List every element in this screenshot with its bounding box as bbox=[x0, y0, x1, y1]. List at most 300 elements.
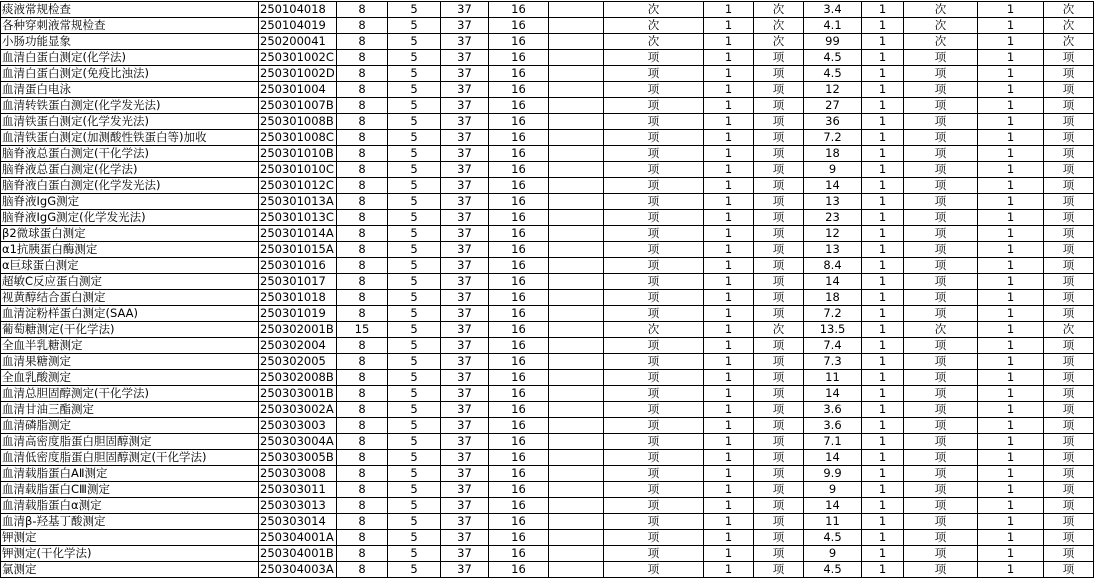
quantity-cell[interactable]: 1 bbox=[978, 306, 1044, 322]
quantity-cell[interactable]: 1 bbox=[704, 274, 754, 290]
quantity-cell[interactable]: 1 bbox=[862, 34, 904, 50]
quantity-cell[interactable]: 1 bbox=[704, 386, 754, 402]
item-code-cell[interactable]: 250302004 bbox=[259, 338, 337, 354]
unit-cell[interactable]: 项 bbox=[1044, 50, 1094, 66]
item-name-cell[interactable]: 血清转铁蛋白测定(化学发光法) bbox=[1, 98, 259, 114]
cell-value[interactable]: 16 bbox=[489, 482, 549, 498]
unit-cell[interactable]: 项 bbox=[604, 354, 704, 370]
quantity-cell[interactable]: 1 bbox=[704, 162, 754, 178]
item-code-cell[interactable]: 250303005B bbox=[259, 450, 337, 466]
cell-value[interactable]: 16 bbox=[489, 258, 549, 274]
price-cell[interactable]: 23 bbox=[804, 210, 862, 226]
item-code-cell[interactable]: 250303002A bbox=[259, 402, 337, 418]
unit-cell[interactable]: 项 bbox=[754, 562, 804, 578]
cell-value[interactable]: 5 bbox=[388, 274, 441, 290]
unit-cell[interactable]: 项 bbox=[904, 338, 978, 354]
unit-cell[interactable]: 项 bbox=[754, 114, 804, 130]
item-code-cell[interactable]: 250301018 bbox=[259, 290, 337, 306]
unit-cell[interactable]: 项 bbox=[604, 530, 704, 546]
price-cell[interactable]: 14 bbox=[804, 498, 862, 514]
item-name-cell[interactable]: 氯测定 bbox=[1, 562, 259, 578]
cell-value[interactable]: 5 bbox=[388, 18, 441, 34]
cell-value[interactable]: 37 bbox=[441, 498, 489, 514]
item-name-cell[interactable]: 全血乳酸测定 bbox=[1, 370, 259, 386]
empty-cell[interactable] bbox=[549, 546, 604, 562]
unit-cell[interactable]: 项 bbox=[1044, 98, 1094, 114]
empty-cell[interactable] bbox=[549, 226, 604, 242]
item-name-cell[interactable]: 血清载脂蛋白AⅡ测定 bbox=[1, 466, 259, 482]
cell-value[interactable]: 16 bbox=[489, 242, 549, 258]
unit-cell[interactable]: 项 bbox=[904, 370, 978, 386]
unit-cell[interactable]: 项 bbox=[604, 386, 704, 402]
cell-value[interactable]: 16 bbox=[489, 530, 549, 546]
cell-value[interactable]: 8 bbox=[337, 482, 388, 498]
unit-cell[interactable]: 次 bbox=[754, 18, 804, 34]
item-code-cell[interactable]: 250302005 bbox=[259, 354, 337, 370]
unit-cell[interactable]: 项 bbox=[604, 66, 704, 82]
unit-cell[interactable]: 项 bbox=[904, 530, 978, 546]
unit-cell[interactable]: 项 bbox=[754, 370, 804, 386]
empty-cell[interactable] bbox=[549, 434, 604, 450]
cell-value[interactable]: 5 bbox=[388, 290, 441, 306]
quantity-cell[interactable]: 1 bbox=[862, 2, 904, 18]
unit-cell[interactable]: 项 bbox=[1044, 498, 1094, 514]
unit-cell[interactable]: 项 bbox=[904, 466, 978, 482]
unit-cell[interactable]: 项 bbox=[904, 450, 978, 466]
price-cell[interactable]: 13.5 bbox=[804, 322, 862, 338]
price-cell[interactable]: 7.2 bbox=[804, 130, 862, 146]
quantity-cell[interactable]: 1 bbox=[862, 130, 904, 146]
quantity-cell[interactable]: 1 bbox=[862, 226, 904, 242]
item-code-cell[interactable]: 250301008C bbox=[259, 130, 337, 146]
cell-value[interactable]: 8 bbox=[337, 130, 388, 146]
quantity-cell[interactable]: 1 bbox=[862, 178, 904, 194]
empty-cell[interactable] bbox=[549, 82, 604, 98]
item-code-cell[interactable]: 250301015A bbox=[259, 242, 337, 258]
cell-value[interactable]: 5 bbox=[388, 354, 441, 370]
unit-cell[interactable]: 项 bbox=[754, 82, 804, 98]
quantity-cell[interactable]: 1 bbox=[978, 498, 1044, 514]
cell-value[interactable]: 5 bbox=[388, 482, 441, 498]
empty-cell[interactable] bbox=[549, 66, 604, 82]
unit-cell[interactable]: 项 bbox=[1044, 82, 1094, 98]
item-code-cell[interactable]: 250303014 bbox=[259, 514, 337, 530]
cell-value[interactable]: 16 bbox=[489, 434, 549, 450]
quantity-cell[interactable]: 1 bbox=[704, 370, 754, 386]
cell-value[interactable]: 37 bbox=[441, 402, 489, 418]
unit-cell[interactable]: 项 bbox=[1044, 354, 1094, 370]
item-code-cell[interactable]: 250200041 bbox=[259, 34, 337, 50]
unit-cell[interactable]: 次 bbox=[604, 18, 704, 34]
quantity-cell[interactable]: 1 bbox=[862, 466, 904, 482]
unit-cell[interactable]: 项 bbox=[604, 306, 704, 322]
empty-cell[interactable] bbox=[549, 562, 604, 578]
unit-cell[interactable]: 项 bbox=[1044, 146, 1094, 162]
empty-cell[interactable] bbox=[549, 114, 604, 130]
item-name-cell[interactable]: 血清低密度脂蛋白胆固醇测定(干化学法) bbox=[1, 450, 259, 466]
quantity-cell[interactable]: 1 bbox=[978, 194, 1044, 210]
quantity-cell[interactable]: 1 bbox=[862, 418, 904, 434]
quantity-cell[interactable]: 1 bbox=[978, 2, 1044, 18]
unit-cell[interactable]: 项 bbox=[1044, 306, 1094, 322]
unit-cell[interactable]: 项 bbox=[754, 418, 804, 434]
quantity-cell[interactable]: 1 bbox=[978, 546, 1044, 562]
item-code-cell[interactable]: 250302008B bbox=[259, 370, 337, 386]
quantity-cell[interactable]: 1 bbox=[862, 562, 904, 578]
cell-value[interactable]: 16 bbox=[489, 162, 549, 178]
empty-cell[interactable] bbox=[549, 370, 604, 386]
item-code-cell[interactable]: 250303003 bbox=[259, 418, 337, 434]
unit-cell[interactable]: 项 bbox=[754, 498, 804, 514]
item-code-cell[interactable]: 250301013C bbox=[259, 210, 337, 226]
item-code-cell[interactable]: 250301010C bbox=[259, 162, 337, 178]
cell-value[interactable]: 16 bbox=[489, 226, 549, 242]
unit-cell[interactable]: 次 bbox=[904, 322, 978, 338]
quantity-cell[interactable]: 1 bbox=[704, 434, 754, 450]
cell-value[interactable]: 8 bbox=[337, 82, 388, 98]
cell-value[interactable]: 37 bbox=[441, 162, 489, 178]
unit-cell[interactable]: 项 bbox=[904, 130, 978, 146]
quantity-cell[interactable]: 1 bbox=[704, 34, 754, 50]
unit-cell[interactable]: 项 bbox=[1044, 258, 1094, 274]
unit-cell[interactable]: 项 bbox=[604, 114, 704, 130]
empty-cell[interactable] bbox=[549, 2, 604, 18]
item-code-cell[interactable]: 250301016 bbox=[259, 258, 337, 274]
unit-cell[interactable]: 项 bbox=[1044, 514, 1094, 530]
cell-value[interactable]: 37 bbox=[441, 386, 489, 402]
cell-value[interactable]: 8 bbox=[337, 466, 388, 482]
unit-cell[interactable]: 项 bbox=[904, 50, 978, 66]
price-cell[interactable]: 14 bbox=[804, 386, 862, 402]
quantity-cell[interactable]: 1 bbox=[862, 450, 904, 466]
quantity-cell[interactable]: 1 bbox=[704, 242, 754, 258]
unit-cell[interactable]: 项 bbox=[754, 178, 804, 194]
quantity-cell[interactable]: 1 bbox=[862, 530, 904, 546]
empty-cell[interactable] bbox=[549, 514, 604, 530]
item-code-cell[interactable]: 250301004 bbox=[259, 82, 337, 98]
cell-value[interactable]: 8 bbox=[337, 498, 388, 514]
cell-value[interactable]: 37 bbox=[441, 34, 489, 50]
unit-cell[interactable]: 项 bbox=[904, 274, 978, 290]
cell-value[interactable]: 8 bbox=[337, 162, 388, 178]
unit-cell[interactable]: 次 bbox=[1044, 34, 1094, 50]
unit-cell[interactable]: 项 bbox=[904, 306, 978, 322]
item-name-cell[interactable]: 超敏C反应蛋白测定 bbox=[1, 274, 259, 290]
item-name-cell[interactable]: 各种穿刺液常规检查 bbox=[1, 18, 259, 34]
quantity-cell[interactable]: 1 bbox=[978, 354, 1044, 370]
cell-value[interactable]: 37 bbox=[441, 530, 489, 546]
item-code-cell[interactable]: 250301002D bbox=[260, 66, 335, 80]
cell-value[interactable]: 5 bbox=[388, 2, 441, 18]
item-name-cell[interactable]: 血清铁蛋白测定(化学发光法) bbox=[1, 114, 259, 130]
unit-cell[interactable]: 次 bbox=[1044, 2, 1094, 18]
price-cell[interactable]: 4.5 bbox=[804, 530, 862, 546]
unit-cell[interactable]: 项 bbox=[604, 402, 704, 418]
unit-cell[interactable]: 项 bbox=[604, 146, 704, 162]
unit-cell[interactable]: 项 bbox=[1044, 274, 1094, 290]
unit-cell[interactable]: 项 bbox=[1044, 210, 1094, 226]
item-name-cell[interactable]: 血清载脂蛋白CⅢ测定 bbox=[1, 482, 259, 498]
empty-cell[interactable] bbox=[549, 402, 604, 418]
unit-cell[interactable]: 项 bbox=[754, 242, 804, 258]
quantity-cell[interactable]: 1 bbox=[978, 34, 1044, 50]
unit-cell[interactable]: 项 bbox=[1044, 562, 1094, 578]
quantity-cell[interactable]: 1 bbox=[978, 18, 1044, 34]
quantity-cell[interactable]: 1 bbox=[978, 178, 1044, 194]
cell-value[interactable]: 16 bbox=[489, 18, 549, 34]
quantity-cell[interactable]: 1 bbox=[704, 306, 754, 322]
item-code-cell[interactable]: 250303008 bbox=[259, 466, 337, 482]
cell-value[interactable]: 37 bbox=[441, 482, 489, 498]
item-name-cell[interactable]: 血清白蛋白测定(化学法) bbox=[1, 50, 259, 66]
quantity-cell[interactable]: 1 bbox=[978, 482, 1044, 498]
item-name-cell[interactable]: 脑脊液白蛋白测定(化学发光法) bbox=[1, 178, 259, 194]
cell-value[interactable]: 37 bbox=[441, 546, 489, 562]
unit-cell[interactable]: 项 bbox=[1044, 370, 1094, 386]
unit-cell[interactable]: 项 bbox=[604, 162, 704, 178]
item-code-cell[interactable]: 250301014A bbox=[259, 226, 337, 242]
cell-value[interactable]: 5 bbox=[388, 562, 441, 578]
empty-cell[interactable] bbox=[549, 210, 604, 226]
quantity-cell[interactable]: 1 bbox=[704, 226, 754, 242]
price-cell[interactable]: 18 bbox=[804, 290, 862, 306]
quantity-cell[interactable]: 1 bbox=[704, 2, 754, 18]
price-cell[interactable]: 7.1 bbox=[804, 434, 862, 450]
cell-value[interactable]: 8 bbox=[337, 274, 388, 290]
price-cell[interactable]: 4.5 bbox=[804, 562, 862, 578]
unit-cell[interactable]: 项 bbox=[754, 130, 804, 146]
unit-cell[interactable]: 项 bbox=[904, 258, 978, 274]
quantity-cell[interactable]: 1 bbox=[978, 402, 1044, 418]
unit-cell[interactable]: 次 bbox=[754, 322, 804, 338]
unit-cell[interactable]: 项 bbox=[1044, 418, 1094, 434]
unit-cell[interactable]: 项 bbox=[604, 210, 704, 226]
price-cell[interactable]: 9 bbox=[804, 162, 862, 178]
unit-cell[interactable]: 项 bbox=[604, 82, 704, 98]
quantity-cell[interactable]: 1 bbox=[704, 338, 754, 354]
cell-value[interactable]: 37 bbox=[441, 370, 489, 386]
cell-value[interactable]: 8 bbox=[337, 226, 388, 242]
cell-value[interactable]: 16 bbox=[489, 130, 549, 146]
quantity-cell[interactable]: 1 bbox=[978, 290, 1044, 306]
item-code-cell[interactable]: 250303013 bbox=[259, 498, 337, 514]
item-name-cell[interactable]: α1抗胰蛋白酶测定 bbox=[1, 242, 259, 258]
cell-value[interactable]: 8 bbox=[337, 386, 388, 402]
quantity-cell[interactable]: 1 bbox=[862, 306, 904, 322]
unit-cell[interactable]: 项 bbox=[604, 562, 704, 578]
cell-value[interactable]: 37 bbox=[441, 194, 489, 210]
quantity-cell[interactable]: 1 bbox=[978, 258, 1044, 274]
quantity-cell[interactable]: 1 bbox=[978, 418, 1044, 434]
unit-cell[interactable]: 项 bbox=[1044, 66, 1094, 82]
quantity-cell[interactable]: 1 bbox=[862, 338, 904, 354]
quantity-cell[interactable]: 1 bbox=[862, 354, 904, 370]
cell-value[interactable]: 5 bbox=[388, 210, 441, 226]
unit-cell[interactable]: 项 bbox=[754, 466, 804, 482]
unit-cell[interactable]: 次 bbox=[604, 34, 704, 50]
quantity-cell[interactable]: 1 bbox=[862, 546, 904, 562]
cell-value[interactable]: 8 bbox=[337, 114, 388, 130]
item-code-cell[interactable]: 250301012C bbox=[259, 178, 337, 194]
unit-cell[interactable]: 项 bbox=[1044, 242, 1094, 258]
empty-cell[interactable] bbox=[549, 386, 604, 402]
price-cell[interactable]: 7.3 bbox=[804, 354, 862, 370]
unit-cell[interactable]: 项 bbox=[604, 498, 704, 514]
unit-cell[interactable]: 项 bbox=[604, 178, 704, 194]
cell-value[interactable]: 8 bbox=[337, 146, 388, 162]
price-cell[interactable]: 4.1 bbox=[804, 18, 862, 34]
quantity-cell[interactable]: 1 bbox=[978, 434, 1044, 450]
cell-value[interactable]: 37 bbox=[441, 18, 489, 34]
empty-cell[interactable] bbox=[549, 306, 604, 322]
quantity-cell[interactable]: 1 bbox=[978, 114, 1044, 130]
unit-cell[interactable]: 项 bbox=[604, 338, 704, 354]
unit-cell[interactable]: 项 bbox=[604, 450, 704, 466]
cell-value[interactable]: 16 bbox=[489, 210, 549, 226]
unit-cell[interactable]: 项 bbox=[604, 546, 704, 562]
unit-cell[interactable]: 项 bbox=[604, 50, 704, 66]
quantity-cell[interactable]: 1 bbox=[704, 562, 754, 578]
cell-value[interactable]: 16 bbox=[489, 562, 549, 578]
quantity-cell[interactable]: 1 bbox=[978, 370, 1044, 386]
unit-cell[interactable]: 项 bbox=[604, 258, 704, 274]
cell-value[interactable]: 8 bbox=[337, 354, 388, 370]
quantity-cell[interactable]: 1 bbox=[862, 82, 904, 98]
cell-value[interactable]: 8 bbox=[337, 194, 388, 210]
quantity-cell[interactable]: 1 bbox=[704, 450, 754, 466]
unit-cell[interactable]: 项 bbox=[754, 226, 804, 242]
unit-cell[interactable]: 项 bbox=[754, 258, 804, 274]
price-cell[interactable]: 18 bbox=[804, 146, 862, 162]
quantity-cell[interactable]: 1 bbox=[978, 146, 1044, 162]
cell-value[interactable]: 37 bbox=[441, 226, 489, 242]
quantity-cell[interactable]: 1 bbox=[704, 402, 754, 418]
unit-cell[interactable]: 项 bbox=[904, 114, 978, 130]
unit-cell[interactable]: 项 bbox=[754, 354, 804, 370]
empty-cell[interactable] bbox=[549, 130, 604, 146]
quantity-cell[interactable]: 1 bbox=[704, 418, 754, 434]
quantity-cell[interactable]: 1 bbox=[862, 258, 904, 274]
item-name-cell[interactable]: 血清磷脂测定 bbox=[1, 418, 259, 434]
price-cell[interactable]: 13 bbox=[804, 242, 862, 258]
unit-cell[interactable]: 项 bbox=[1044, 114, 1094, 130]
item-name-cell[interactable]: 血清果糖测定 bbox=[1, 354, 259, 370]
unit-cell[interactable]: 项 bbox=[1044, 194, 1094, 210]
cell-value[interactable]: 16 bbox=[489, 306, 549, 322]
price-cell[interactable]: 14 bbox=[804, 178, 862, 194]
empty-cell[interactable] bbox=[549, 482, 604, 498]
quantity-cell[interactable]: 1 bbox=[978, 82, 1044, 98]
cell-value[interactable]: 5 bbox=[388, 514, 441, 530]
unit-cell[interactable]: 项 bbox=[604, 130, 704, 146]
item-name-cell[interactable]: 钾测定(干化学法) bbox=[1, 546, 259, 562]
cell-value[interactable]: 5 bbox=[388, 258, 441, 274]
quantity-cell[interactable]: 1 bbox=[862, 98, 904, 114]
price-cell[interactable]: 8.4 bbox=[804, 258, 862, 274]
quantity-cell[interactable]: 1 bbox=[704, 546, 754, 562]
unit-cell[interactable]: 项 bbox=[904, 98, 978, 114]
cell-value[interactable]: 5 bbox=[388, 306, 441, 322]
unit-cell[interactable]: 项 bbox=[904, 242, 978, 258]
unit-cell[interactable]: 项 bbox=[904, 194, 978, 210]
unit-cell[interactable]: 次 bbox=[904, 34, 978, 50]
price-cell[interactable]: 4.5 bbox=[804, 66, 862, 82]
price-cell[interactable]: 3.6 bbox=[804, 402, 862, 418]
cell-value[interactable]: 37 bbox=[441, 290, 489, 306]
cell-value[interactable]: 8 bbox=[337, 514, 388, 530]
cell-value[interactable]: 37 bbox=[441, 114, 489, 130]
price-cell[interactable]: 7.4 bbox=[804, 338, 862, 354]
cell-value[interactable]: 37 bbox=[441, 322, 489, 338]
unit-cell[interactable]: 项 bbox=[904, 482, 978, 498]
quantity-cell[interactable]: 1 bbox=[704, 354, 754, 370]
cell-value[interactable]: 16 bbox=[489, 98, 549, 114]
cell-value[interactable]: 16 bbox=[489, 66, 549, 82]
cell-value[interactable]: 5 bbox=[388, 146, 441, 162]
cell-value[interactable]: 16 bbox=[489, 370, 549, 386]
cell-value[interactable]: 37 bbox=[441, 306, 489, 322]
unit-cell[interactable]: 次 bbox=[604, 322, 704, 338]
unit-cell[interactable]: 项 bbox=[754, 146, 804, 162]
quantity-cell[interactable]: 1 bbox=[862, 242, 904, 258]
item-code-cell[interactable]: 250301017 bbox=[259, 274, 337, 290]
item-name-cell[interactable]: β2微球蛋白测定 bbox=[1, 226, 259, 242]
cell-value[interactable]: 5 bbox=[388, 450, 441, 466]
item-name-cell[interactable]: α巨球蛋白测定 bbox=[1, 258, 259, 274]
quantity-cell[interactable]: 1 bbox=[862, 322, 904, 338]
item-name-cell[interactable]: 脑脊液总蛋白测定(干化学法) bbox=[1, 146, 259, 162]
cell-value[interactable]: 8 bbox=[337, 546, 388, 562]
unit-cell[interactable]: 项 bbox=[1044, 402, 1094, 418]
unit-cell[interactable]: 项 bbox=[1044, 434, 1094, 450]
empty-cell[interactable] bbox=[549, 34, 604, 50]
unit-cell[interactable]: 项 bbox=[1044, 130, 1094, 146]
cell-value[interactable]: 37 bbox=[441, 66, 489, 82]
quantity-cell[interactable]: 1 bbox=[862, 498, 904, 514]
empty-cell[interactable] bbox=[549, 354, 604, 370]
cell-value[interactable]: 37 bbox=[441, 146, 489, 162]
unit-cell[interactable]: 次 bbox=[754, 34, 804, 50]
item-name-cell[interactable]: 血清白蛋白测定(免疫比浊法) bbox=[1, 66, 259, 82]
item-name-cell[interactable]: 葡萄糖测定(干化学法) bbox=[1, 322, 259, 338]
empty-cell[interactable] bbox=[549, 242, 604, 258]
unit-cell[interactable]: 项 bbox=[754, 306, 804, 322]
item-name-cell[interactable]: 全血半乳糖测定 bbox=[1, 338, 259, 354]
cell-value[interactable]: 5 bbox=[388, 114, 441, 130]
unit-cell[interactable]: 项 bbox=[904, 546, 978, 562]
cell-value[interactable]: 37 bbox=[441, 466, 489, 482]
item-code-cell[interactable]: 250301008B bbox=[259, 114, 337, 130]
item-name-cell[interactable]: 血清蛋白电泳 bbox=[1, 82, 259, 98]
unit-cell[interactable]: 项 bbox=[604, 194, 704, 210]
cell-value[interactable]: 8 bbox=[337, 50, 388, 66]
empty-cell[interactable] bbox=[549, 50, 604, 66]
price-cell[interactable]: 13 bbox=[804, 194, 862, 210]
cell-value[interactable]: 37 bbox=[441, 450, 489, 466]
quantity-cell[interactable]: 1 bbox=[978, 98, 1044, 114]
item-code-cell[interactable]: 250301002C bbox=[259, 50, 337, 66]
empty-cell[interactable] bbox=[549, 274, 604, 290]
cell-value[interactable]: 16 bbox=[489, 498, 549, 514]
cell-value[interactable]: 37 bbox=[441, 2, 489, 18]
cell-value[interactable]: 5 bbox=[388, 498, 441, 514]
unit-cell[interactable]: 项 bbox=[1044, 338, 1094, 354]
quantity-cell[interactable]: 1 bbox=[704, 178, 754, 194]
cell-value[interactable]: 37 bbox=[441, 258, 489, 274]
cell-value[interactable]: 37 bbox=[441, 210, 489, 226]
cell-value[interactable]: 37 bbox=[441, 130, 489, 146]
quantity-cell[interactable]: 1 bbox=[862, 290, 904, 306]
